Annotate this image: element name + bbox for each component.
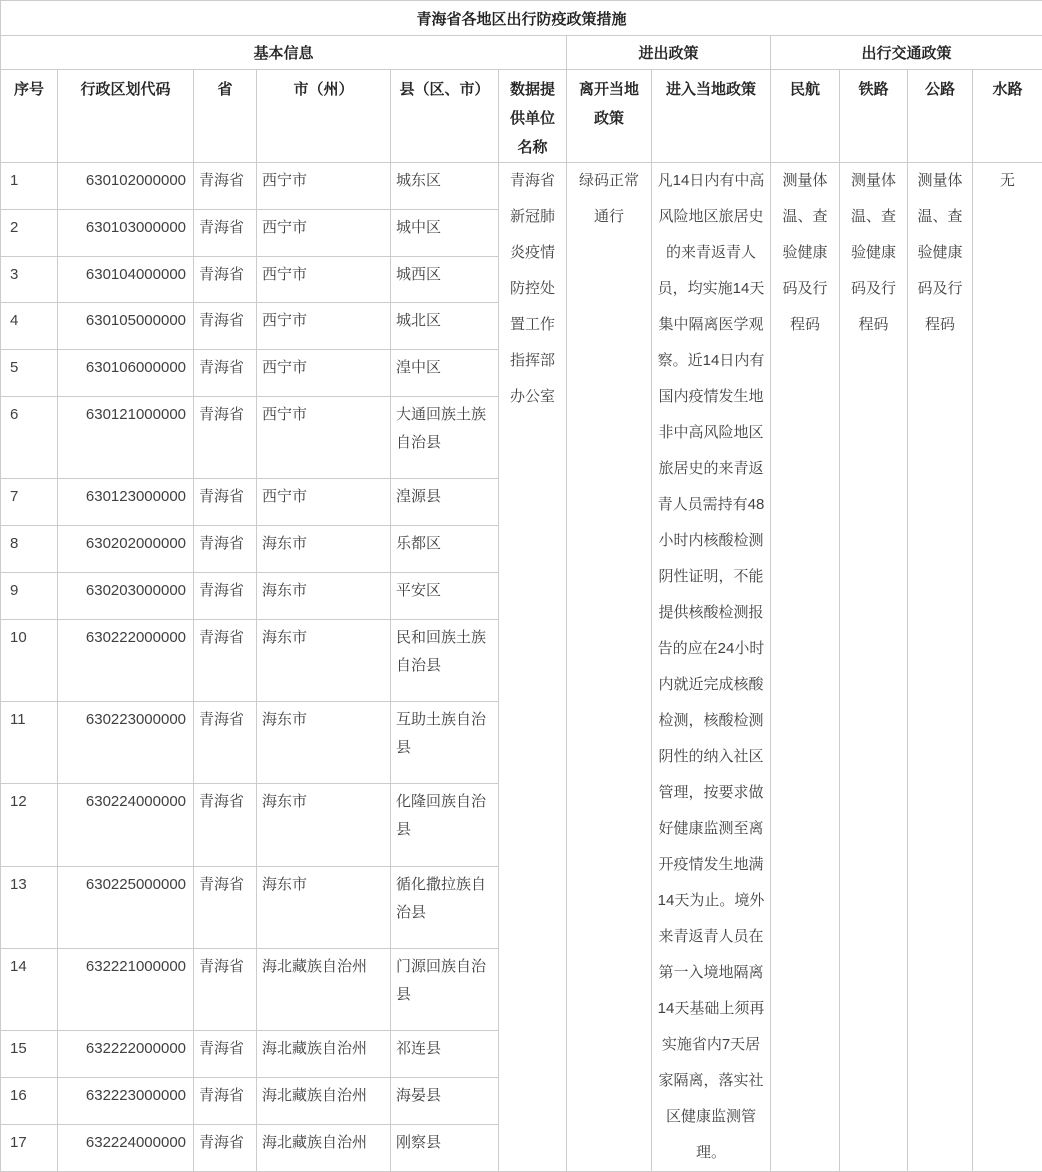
cell-province: 青海省 <box>194 619 257 701</box>
cell-civil-aviation-policy: 测量体温、查验健康码及行程码 <box>771 163 840 1172</box>
cell-division-code: 630102000000 <box>58 163 194 210</box>
cell-province: 青海省 <box>194 350 257 397</box>
cell-division-code: 630106000000 <box>58 350 194 397</box>
cell-division-code: 630222000000 <box>58 619 194 701</box>
cell-division-code: 632222000000 <box>58 1031 194 1078</box>
group-header-transport-policy: 出行交通政策 <box>771 36 1042 70</box>
cell-county: 祁连县 <box>391 1031 499 1078</box>
cell-row-index: 4 <box>1 303 58 350</box>
cell-county: 湟中区 <box>391 350 499 397</box>
cell-row-index: 10 <box>1 619 58 701</box>
cell-city: 海北藏族自治州 <box>257 1031 391 1078</box>
cell-row-index: 11 <box>1 702 58 784</box>
cell-county: 民和回族土族自治县 <box>391 619 499 701</box>
cell-city: 海东市 <box>257 619 391 701</box>
cell-division-code: 632223000000 <box>58 1078 194 1125</box>
cell-city: 海东市 <box>257 866 391 948</box>
cell-city: 西宁市 <box>257 479 391 526</box>
cell-county: 门源回族自治县 <box>391 949 499 1031</box>
cell-city: 海东市 <box>257 702 391 784</box>
cell-province: 青海省 <box>194 1078 257 1125</box>
cell-city: 西宁市 <box>257 256 391 303</box>
column-header-waterway: 水路 <box>973 70 1042 163</box>
column-header-index: 序号 <box>1 70 58 163</box>
cell-county: 循化撒拉族自治县 <box>391 866 499 948</box>
cell-county: 大通回族土族自治县 <box>391 397 499 479</box>
cell-city: 海北藏族自治州 <box>257 1124 391 1171</box>
cell-county: 乐都区 <box>391 526 499 573</box>
table-body <box>1 163 1042 1172</box>
cell-city: 海东市 <box>257 526 391 573</box>
cell-division-code: 630123000000 <box>58 479 194 526</box>
cell-enter-policy: 凡14日内有中高风险地区旅居史的来青返青人员，均实施14天集中隔离医学观察。近14日内有国内疫情发生地非中高风险地区旅居史的来青返青人员需持有48小时内核酸检测阴性证明，不能提供核酸检测报告的应在24小时内就近完成核酸检测，核酸检测阴性的纳入社区管理，按要求做好健康监测至离开疫情发生地满14天为止。境外来青返青人员在第一入境地隔离14天基础上须再实施省内7天居家隔离，落实社区健康监测管理。 <box>652 163 771 1172</box>
cell-province: 青海省 <box>194 526 257 573</box>
cell-county: 城北区 <box>391 303 499 350</box>
cell-row-index: 7 <box>1 479 58 526</box>
cell-county: 城中区 <box>391 209 499 256</box>
cell-division-code: 630224000000 <box>58 784 194 866</box>
cell-division-code: 632224000000 <box>58 1124 194 1171</box>
cell-county: 湟源县 <box>391 479 499 526</box>
cell-railway-policy: 测量体温、查验健康码及行程码 <box>840 163 908 1172</box>
column-header-leave-policy: 离开当地政策 <box>567 70 652 163</box>
cell-row-index: 5 <box>1 350 58 397</box>
column-header-county: 县（区、市） <box>391 70 499 163</box>
cell-row-index: 8 <box>1 526 58 573</box>
column-header-division-code: 行政区划代码 <box>58 70 194 163</box>
cell-city: 海北藏族自治州 <box>257 949 391 1031</box>
title-row <box>1 1 1042 36</box>
cell-province: 青海省 <box>194 784 257 866</box>
cell-city: 海北藏族自治州 <box>257 1078 391 1125</box>
cell-row-index: 14 <box>1 949 58 1031</box>
cell-row-index: 17 <box>1 1124 58 1171</box>
cell-row-index: 2 <box>1 209 58 256</box>
cell-province: 青海省 <box>194 209 257 256</box>
cell-division-code: 632221000000 <box>58 949 194 1031</box>
column-header-city: 市（州） <box>257 70 391 163</box>
cell-county: 化隆回族自治县 <box>391 784 499 866</box>
cell-province: 青海省 <box>194 479 257 526</box>
cell-division-code: 630225000000 <box>58 866 194 948</box>
cell-province: 青海省 <box>194 573 257 620</box>
column-header-row <box>1 70 1042 163</box>
cell-city: 西宁市 <box>257 209 391 256</box>
cell-province: 青海省 <box>194 397 257 479</box>
cell-row-index: 3 <box>1 256 58 303</box>
cell-provider-name: 青海省新冠肺炎疫情防控处置工作指挥部办公室 <box>499 163 567 1172</box>
cell-county: 城东区 <box>391 163 499 210</box>
cell-province: 青海省 <box>194 702 257 784</box>
cell-division-code: 630103000000 <box>58 209 194 256</box>
cell-province: 青海省 <box>194 1031 257 1078</box>
cell-row-index: 1 <box>1 163 58 210</box>
cell-province: 青海省 <box>194 866 257 948</box>
cell-province: 青海省 <box>194 949 257 1031</box>
table-row <box>1 163 1042 210</box>
cell-waterway-policy: 无 <box>973 163 1042 1172</box>
cell-row-index: 13 <box>1 866 58 948</box>
cell-province: 青海省 <box>194 163 257 210</box>
cell-division-code: 630202000000 <box>58 526 194 573</box>
cell-row-index: 12 <box>1 784 58 866</box>
cell-highway-policy: 测量体温、查验健康码及行程码 <box>908 163 973 1172</box>
cell-row-index: 16 <box>1 1078 58 1125</box>
cell-division-code: 630105000000 <box>58 303 194 350</box>
cell-county: 平安区 <box>391 573 499 620</box>
column-header-highway: 公路 <box>908 70 973 163</box>
cell-county: 互助土族自治县 <box>391 702 499 784</box>
cell-county: 海晏县 <box>391 1078 499 1125</box>
column-header-railway: 铁路 <box>840 70 908 163</box>
cell-city: 海东市 <box>257 784 391 866</box>
cell-row-index: 15 <box>1 1031 58 1078</box>
cell-province: 青海省 <box>194 303 257 350</box>
cell-province: 青海省 <box>194 256 257 303</box>
group-header-basic-info: 基本信息 <box>1 36 567 70</box>
column-header-civil-aviation: 民航 <box>771 70 840 163</box>
cell-leave-policy: 绿码正常通行 <box>567 163 652 1172</box>
cell-province: 青海省 <box>194 1124 257 1171</box>
cell-city: 西宁市 <box>257 303 391 350</box>
cell-city: 西宁市 <box>257 163 391 210</box>
group-header-row <box>1 36 1042 70</box>
cell-city: 西宁市 <box>257 397 391 479</box>
cell-county: 城西区 <box>391 256 499 303</box>
page-title: 青海省各地区出行防疫政策措施 <box>1 1 1042 36</box>
cell-division-code: 630223000000 <box>58 702 194 784</box>
group-header-entry-exit-policy: 进出政策 <box>567 36 771 70</box>
cell-division-code: 630203000000 <box>58 573 194 620</box>
cell-division-code: 630121000000 <box>58 397 194 479</box>
column-header-enter-policy: 进入当地政策 <box>652 70 771 163</box>
column-header-provider-name: 数据提供单位名称 <box>499 70 567 163</box>
cell-division-code: 630104000000 <box>58 256 194 303</box>
cell-row-index: 9 <box>1 573 58 620</box>
column-header-province: 省 <box>194 70 257 163</box>
cell-county: 刚察县 <box>391 1124 499 1171</box>
cell-row-index: 6 <box>1 397 58 479</box>
cell-city: 海东市 <box>257 573 391 620</box>
cell-city: 西宁市 <box>257 350 391 397</box>
